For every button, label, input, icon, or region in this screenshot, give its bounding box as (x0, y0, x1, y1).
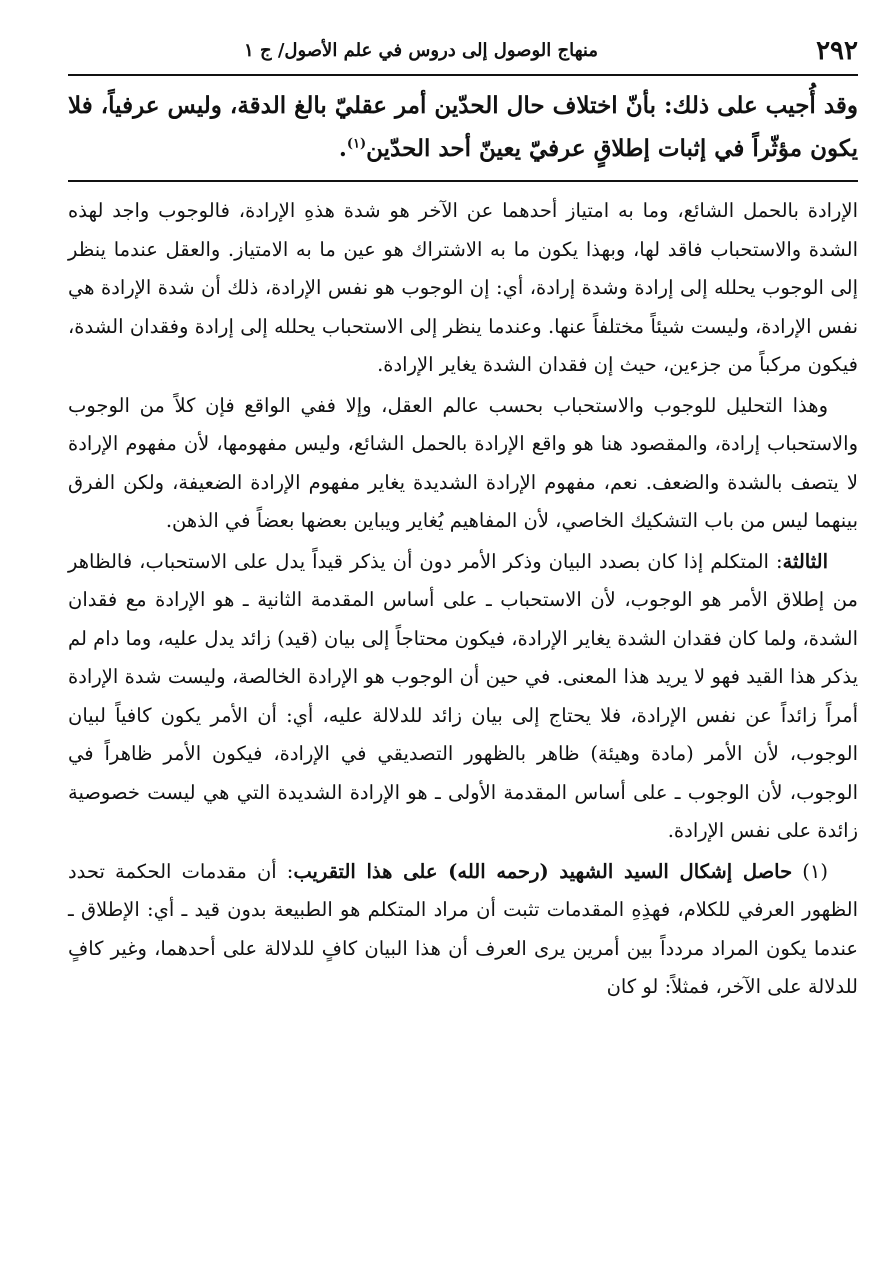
header-divider (68, 74, 858, 76)
running-title: منهاج الوصول إلى دروس في علم الأصول/ ج ١ (244, 40, 598, 61)
main-paragraph-text: وقد أُجيب على ذلك: بأنّ اختلاف حال الحدّين أمر عقليّ بالغ الدقة، وليس عرفياً، فلا يكون مؤثّراً في إثبات إطلاقٍ عرفيّ يعينّ أحد الحدّين (68, 92, 858, 162)
footnote-heading: حاصل إشكال السيد الشهيد (رحمه الله) على هذا التقريب (293, 859, 793, 883)
footnote-marker[interactable]: (١) (346, 136, 367, 152)
footnote-paragraph-1: الإرادة بالحمل الشائع، وما به امتياز أحدهما عن الآخر هو شدة هذهِ الإرادة، فالوجوب واجد لهذه الشدة والاستحباب فاقد لها، وبهذا يكون ما به الاشتراك هو عين ما به الامتياز. والعقل عندما ينظر إلى الوجوب يحلله إلى إرادة وشدة إرادة، أي: إن الوجوب هو نفس الإرادة، ذلك أن شدة الإرادة هي نفس الإرادة، وليست شيئاً مختلفاً عنها. وعندما ينظر إلى الاستحباب يحلله إلى إرادة وفقدان الشدة، فيكون مركباً من جزءين، حيث إن فقدان الشدة يغاير الإرادة. (68, 199, 858, 376)
footnote-number: (١) (802, 859, 828, 883)
page-number: ٢٩٢ (816, 36, 858, 66)
footnote-4-text: : أن مقدمات الحكمة تحدد الظهور العرفي للكلام، فهذِهِ المقدمات تثبت أن مراد المتكلم هو الطبيعة بدون قيد ـ أي: الإطلاق ـ عندما يكون المراد مردداً بين أمرين يرى العرف أن هذا البيان كافٍ للدلالة على أحدهما، وغير كافٍ للدلالة على الآخر، فمثلاً: لو كان (68, 859, 858, 998)
third-premise-label: الثالثة (782, 549, 828, 573)
main-text (68, 84, 858, 170)
footnotes-section (68, 192, 858, 1007)
page-header (68, 30, 858, 76)
third-premise-text: : المتكلم إذا كان بصدد البيان وذكر الأمر دون أن يذكر قيداً يدل على الاستحباب، فالظاهر من إطلاق الأمر هو الوجوب، لأن الاستحباب ـ على أساس المقدمة الثانية ـ هو الإرادة مع فقدان الشدة، ولما كان فقدان الشدة يغاير الإرادة، فيكون محتاجاً إلى بيان (قيد) زائد يدل عليه، وما دام لم يذكر هذا القيد فهو لا يريد هذا المعنى. في حين أن الوجوب هو الإرادة الخالصة، وليست شدة الإرادة أمراً زائداً عن نفس الإرادة، فلا يحتاج إلى بيان زائد للدلالة عليه، أي: أن الأمر يكون كافياً لبيان الوجوب، لأن الأمر (مادة وهيئة) ظاهر بالظهور التصديقي في الإرادة، فيكون الأمر ظاهراً في الوجوب، لأن الوجوب ـ على أساس المقدمة الأولى ـ هو الإرادة الشديدة التي هي ليست خصوصية زائدة على نفس الإرادة. (68, 549, 858, 842)
end-mark: . (338, 135, 347, 162)
footnote-paragraph-2: وهذا التحليل للوجوب والاستحباب بحسب عالم العقل، وإلا ففي الواقع فإن كلاً من الوجوب والاستحباب إرادة، والمقصود هنا هو واقع الإرادة بالحمل الشائع، وليس مفهومها، لأن مفهوم الإرادة لا يتصف بالشدة والضعف. نعم، مفهوم الإرادة الشديدة يغاير مفهوم الإرادة الضعيفة، ولكن الفرق بينهما ليس من باب التشكيك الخاصي، لأن المفاهيم يُغاير ويباين بعضها بعضاً في الذهن. (68, 393, 858, 532)
footnote-paragraph-4 (68, 853, 858, 1007)
footnote-paragraph-3 (68, 543, 858, 851)
main-paragraph (68, 84, 858, 170)
footnote-divider (68, 180, 858, 182)
